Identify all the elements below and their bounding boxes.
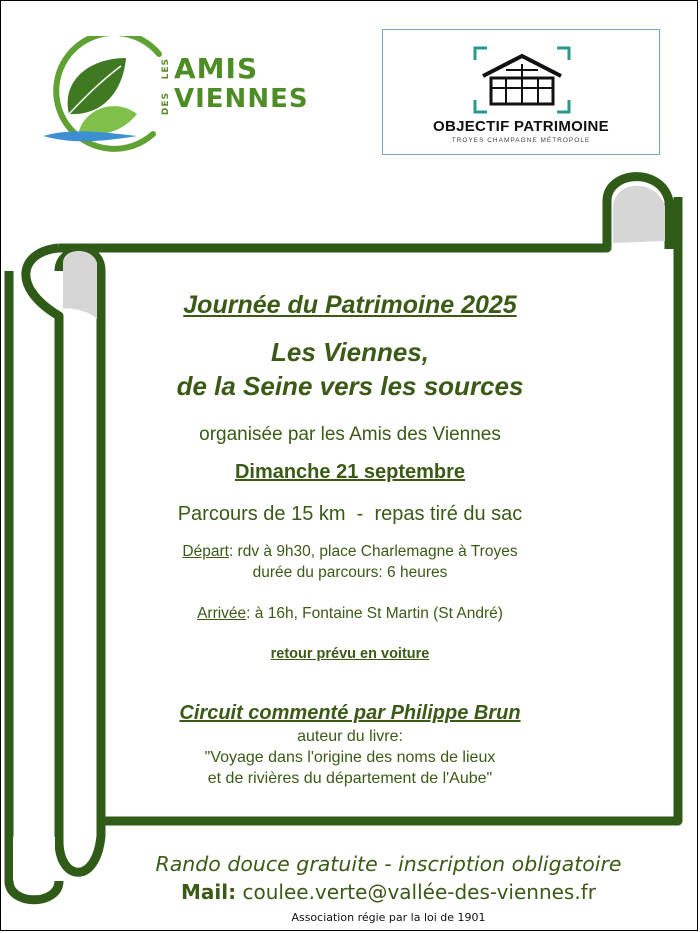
footer-association: Association régie par la loi de 1901 [291, 911, 486, 924]
event-date: Dimanche 21 septembre [234, 461, 466, 483]
mail-label: Mail: [181, 880, 237, 904]
event-heading-line2: de la Seine vers les sources [176, 371, 524, 401]
mail-address-link[interactable]: coulee.verte@vallée-des-viennes.fr [236, 880, 596, 904]
objectif-patrimoine-name: OBJECTIF PATRIMOINE [433, 118, 609, 135]
event-title: Journée du Patrimoine 2025 [183, 291, 517, 319]
event-parcours: Parcours de 15 km - repas tiré du sac [177, 503, 523, 525]
event-arrivee [101, 605, 599, 623]
event-book-line1: "Voyage dans l'origine des noms de lieux [204, 749, 496, 766]
arrivee-text: : à 16h, Fontaine St Martin (St André) [246, 605, 503, 622]
footer-mail [81, 880, 696, 904]
footer-rando: Rando douce gratuite - inscription obligatoire [155, 852, 622, 876]
depart-label: Départ [182, 543, 229, 560]
logo-les-text: LES [161, 58, 171, 80]
event-book-line2: et de rivières du département de l'Aube" [207, 770, 493, 787]
objectif-patrimoine-sub: TROYES CHAMPAGNE MÉTROPOLE [451, 137, 591, 144]
event-depart [101, 543, 599, 561]
logo-des-text: DES [161, 92, 171, 116]
event-circuit: Circuit commenté par Philippe Brun [179, 702, 521, 724]
event-duree: durée du parcours: 6 heures [252, 564, 448, 581]
arrivee-label: Arrivée [197, 605, 247, 622]
event-organizer: organisée par les Amis des Viennes [199, 424, 501, 445]
event-auteur: auteur du livre: [297, 728, 403, 745]
depart-text: : rdv à 9h30, place Charlemagne à Troyes [228, 543, 518, 560]
logo-amis-text: AMIS [174, 52, 259, 85]
event-heading-line1: Les Viennes, [271, 337, 429, 367]
logo-viennes-text: VIENNES [174, 84, 309, 114]
event-retour: retour prévu en voiture [270, 646, 430, 662]
